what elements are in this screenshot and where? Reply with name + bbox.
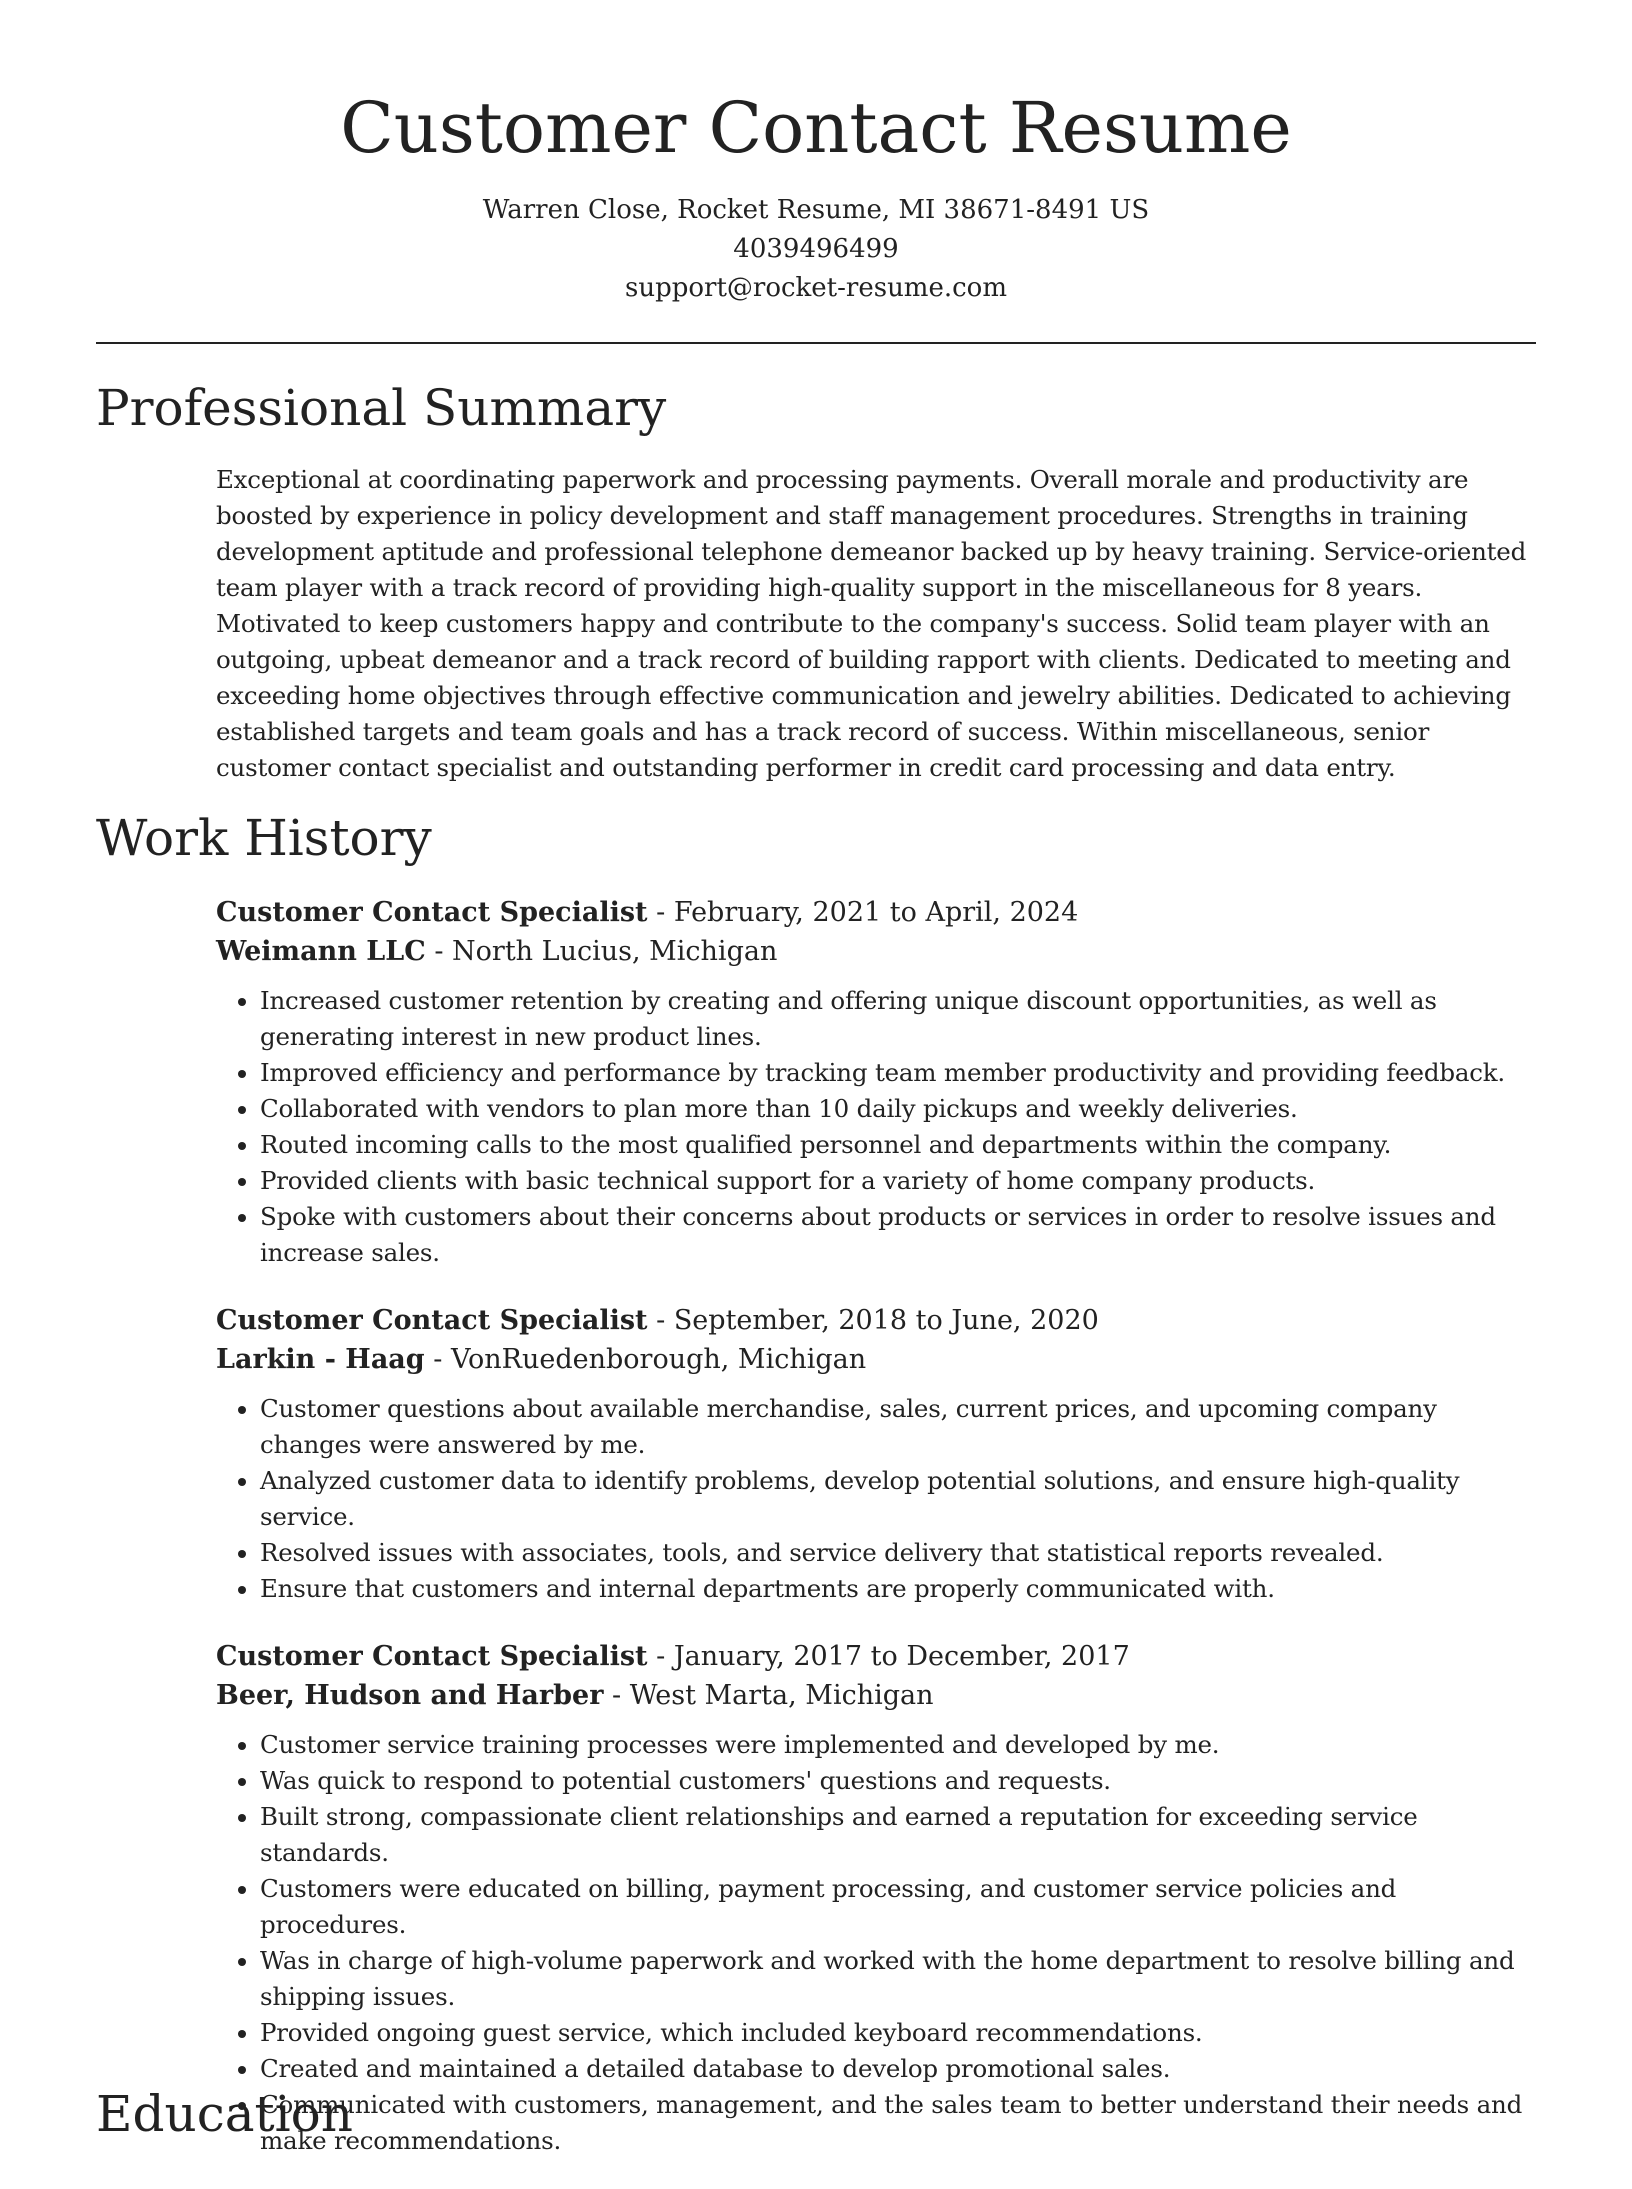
job-company-line: Weimann LLC - North Lucius, Michigan [216,936,778,967]
job-bullet: • Ensure that customers and internal departments are properly communicated with. [260,1571,1536,1607]
work-history-list [216,893,1536,2189]
job-entry [216,1301,1536,1607]
job-bullet: • Created and maintained a detailed database to develop promotional sales. [260,2051,1536,2087]
work-history-heading: Work History [96,809,432,867]
resume-header [0,0,1632,308]
job-bullets [216,983,1536,1271]
job-bullet: • Was quick to respond to potential customers' questions and requests. [260,1763,1536,1799]
job-title-line: Customer Contact Specialist - February, 2021 to April, 2024 [216,897,1079,928]
job-bullet: • Resolved issues with associates, tools, and service delivery that statistical reports revealed. [260,1535,1536,1571]
contact-phone: 4039496499 [733,233,899,264]
job-entry [216,893,1536,1271]
summary-text: Exceptional at coordinating paperwork and processing payments. Overall morale and productivity are boosted by experience in policy development and staff management procedures. Strengths in training development aptitude and professional telephone demeanor backed up by heavy training. Service-oriented team player with a track record of providing high-quality support in the miscellaneous for 8 years. Motivated to keep customers happy and contribute to the company's success. Solid team player with an outgoing, upbeat demeanor and a track record of building rapport with clients. Dedicated to meeting and exceeding home objectives through effective communication and jewelry abilities. Dedicated to achieving established targets and team goals and has a track record of success. Within miscellaneous, senior customer contact specialist and outstanding performer in credit card processing and data entry. [216,465,1527,782]
job-bullets [216,1391,1536,1607]
job-bullet: • Was in charge of high-volume paperwork and worked with the home department to resolve billing and shipping issues. [260,1943,1536,2015]
job-bullet: • Customer service training processes were implemented and developed by me. [260,1727,1536,1763]
job-location: North Lucius, Michigan [452,936,778,967]
job-bullet: • Collaborated with vendors to plan more than 10 daily pickups and weekly deliveries. [260,1091,1536,1127]
job-bullet: • Routed incoming calls to the most qualified personnel and departments within the company. [260,1127,1536,1163]
job-entry [216,1637,1536,2159]
education-heading: Education [96,2085,353,2143]
job-title-line: Customer Contact Specialist - January, 2017 to December, 2017 [216,1641,1130,1672]
job-title: Customer Contact Specialist [216,1641,648,1672]
job-bullet: • Customers were educated on billing, payment processing, and customer service policies and procedures. [260,1871,1536,1943]
job-company: Beer, Hudson and Harber [216,1680,604,1711]
job-bullet: • Customer questions about available merchandise, sales, current prices, and upcoming company changes were answered by me. [260,1391,1536,1463]
job-bullet: • Built strong, compassionate client relationships and earned a reputation for exceeding service standards. [260,1799,1536,1871]
job-dates: January, 2017 to December, 2017 [673,1641,1130,1672]
job-bullet: • Provided ongoing guest service, which included keyboard recommendations. [260,2015,1536,2051]
job-dates: September, 2018 to June, 2020 [673,1305,1099,1336]
job-company: Larkin - Haag [216,1344,425,1375]
job-bullet: • Communicated with customers, management, and the sales team to better understand their needs and make recommendations. [260,2087,1536,2159]
job-title: Customer Contact Specialist [216,1305,648,1336]
header-divider [96,342,1536,344]
job-title-line: Customer Contact Specialist - September, 2018 to June, 2020 [216,1305,1099,1336]
job-location: VonRuedenborough, Michigan [450,1344,867,1375]
contact-info [0,191,1632,308]
job-bullet: • Improved efficiency and performance by tracking team member productivity and providing feedback. [260,1055,1536,1091]
summary-heading: Professional Summary [96,379,667,437]
contact-address: Warren Close, Rocket Resume, MI 38671-8491 US [482,194,1150,225]
job-bullet: • Analyzed customer data to identify problems, develop potential solutions, and ensure high-quality service. [260,1463,1536,1535]
job-company: Weimann LLC [216,936,426,967]
job-bullet: • Spoke with customers about their concerns about products or services in order to resolve issues and increase sales. [260,1199,1536,1271]
job-bullet: • Increased customer retention by creating and offering unique discount opportunities, as well as generating interest in new product lines. [260,983,1536,1055]
job-company-line: Beer, Hudson and Harber - West Marta, Michigan [216,1680,934,1711]
job-bullets [216,1727,1536,2159]
resume-title: Customer Contact Resume [340,87,1292,169]
job-bullet: • Provided clients with basic technical support for a variety of home company products. [260,1163,1536,1199]
job-dates: February, 2021 to April, 2024 [673,897,1079,928]
job-title: Customer Contact Specialist [216,897,648,928]
job-company-line: Larkin - Haag - VonRuedenborough, Michigan [216,1344,867,1375]
contact-email: support@rocket-resume.com [624,272,1007,303]
job-location: West Marta, Michigan [629,1680,934,1711]
